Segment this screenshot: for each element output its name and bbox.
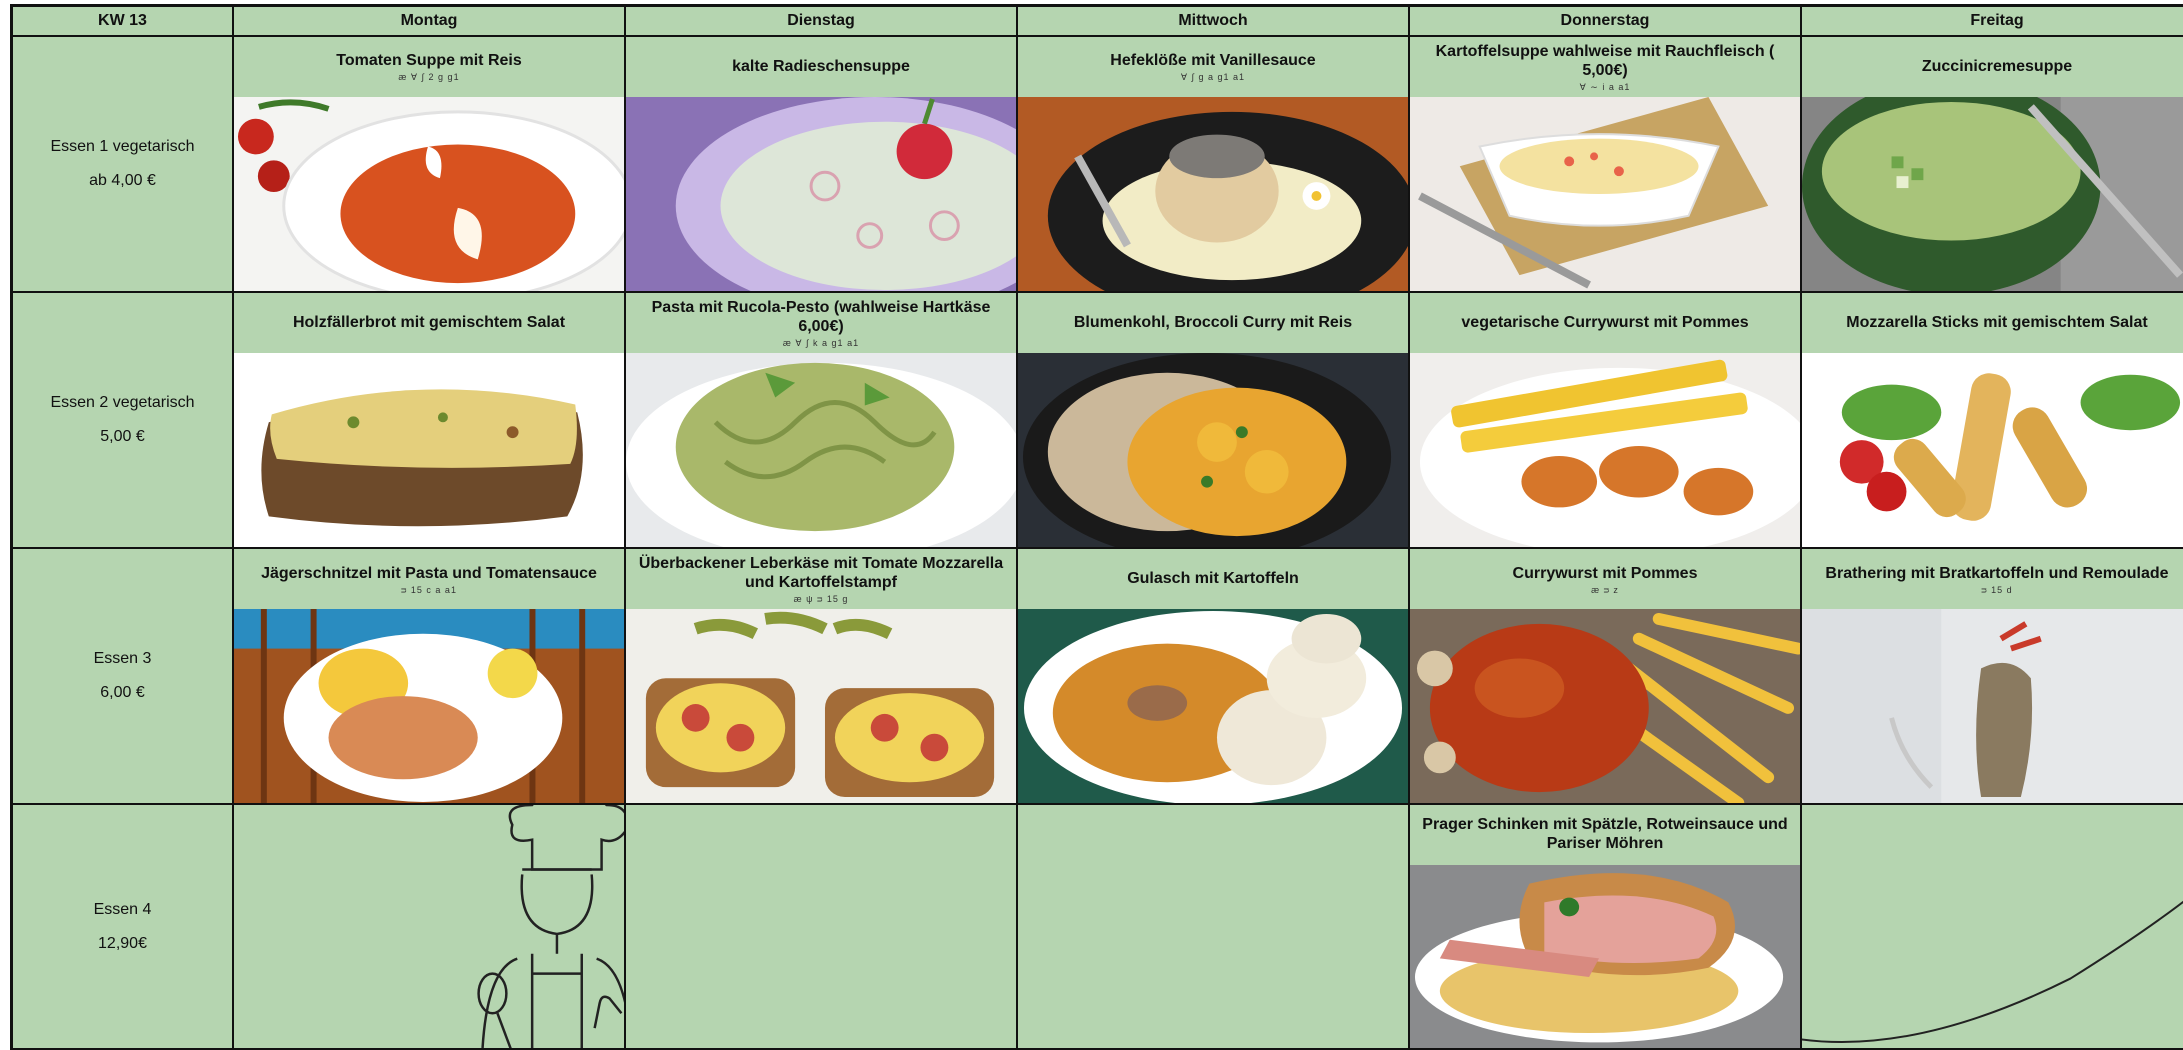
goulash-photo bbox=[1018, 609, 1408, 803]
decorative-line bbox=[1802, 805, 2183, 1048]
dish-cell bbox=[1410, 37, 1802, 293]
dish-name: Zuccinicremesuppe bbox=[1921, 57, 2073, 75]
dish-allergens: ᴝ 15 c a a1 bbox=[401, 584, 457, 595]
dish-cell bbox=[1410, 805, 1802, 1050]
row-label-price: 6,00 € bbox=[100, 684, 145, 701]
chef-illustration bbox=[234, 805, 624, 1048]
dish-cell bbox=[1802, 549, 2183, 805]
dish-name: Brathering mit Bratkartoffeln und Remoulade bbox=[1825, 564, 2169, 582]
dish-name: Hefeklöße mit Vanillesauce bbox=[1110, 52, 1316, 69]
dish-name: Jägerschnitzel mit Pasta und Tomatensauce bbox=[261, 564, 597, 582]
dish-cell bbox=[626, 549, 1018, 805]
potato-soup-photo bbox=[1410, 97, 1800, 291]
currywurst-photo bbox=[1410, 609, 1800, 803]
dish-name: Mozzarella Sticks mit gemischtem Salat bbox=[1846, 313, 2148, 331]
week-header: KW 13 bbox=[13, 7, 234, 37]
dish-allergens: æ ψ ᴝ 15 g bbox=[793, 594, 849, 604]
row-label-price: ab 4,00 € bbox=[89, 172, 156, 189]
dish-allergens: ∀ ∼ i a a1 bbox=[1579, 81, 1631, 92]
dish-cell bbox=[1410, 549, 1802, 805]
day-header-montag: Montag bbox=[234, 7, 626, 37]
leberkaese-photo bbox=[626, 609, 1016, 803]
dish-name: Tomaten Suppe mit Reis bbox=[336, 52, 522, 69]
veggie-currywurst-photo bbox=[1410, 353, 1800, 547]
dish-allergens: ∀ ∫ g a g1 a1 bbox=[1180, 72, 1246, 82]
prague-ham-photo bbox=[1410, 865, 1800, 1048]
dish-cell bbox=[1802, 37, 2183, 293]
dish-name: Überbackener Leberkäse mit Tomate Mozzarella und Kartoffelstampf bbox=[638, 555, 1004, 591]
pesto-pasta-photo bbox=[626, 353, 1016, 547]
lumberjack-bread-photo bbox=[234, 353, 624, 547]
day-header-freitag: Freitag bbox=[1802, 7, 2183, 37]
dish-cell bbox=[626, 293, 1018, 549]
dish-cell bbox=[1018, 549, 1410, 805]
dish-name: Holzfällerbrot mit gemischtem Salat bbox=[292, 313, 566, 331]
dish-cell bbox=[626, 37, 1018, 293]
day-header-mittwoch: Mittwoch bbox=[1018, 7, 1410, 37]
dish-name: Blumenkohl, Broccoli Curry mit Reis bbox=[1073, 313, 1353, 331]
yeast-dumpling-photo bbox=[1018, 97, 1408, 291]
dish-cell bbox=[234, 549, 626, 805]
row-label-price: 5,00 € bbox=[100, 428, 145, 445]
dish-name: Pasta mit Rucola-Pesto (wahlweise Hartkäse 6,00€) bbox=[651, 298, 991, 335]
dish-cell bbox=[234, 37, 626, 293]
schnitzel-photo bbox=[234, 609, 624, 803]
row-label-price: 12,90€ bbox=[98, 934, 147, 952]
empty-cell bbox=[626, 805, 1018, 1050]
dish-name: Currywurst mit Pommes bbox=[1512, 564, 1698, 582]
dish-cell bbox=[1802, 293, 2183, 549]
mozzarella-sticks-photo bbox=[1802, 353, 2183, 547]
row-label-essen-4 bbox=[13, 805, 234, 1050]
dish-allergens: ᴝ 15 d bbox=[1981, 584, 2013, 595]
dish-allergens: æ ∀ ∫ 2 g g1 bbox=[398, 72, 460, 82]
radish-soup-photo bbox=[626, 97, 1016, 291]
dish-cell bbox=[1018, 37, 1410, 293]
row-label-essen-3 bbox=[13, 549, 234, 805]
dish-allergens: æ ∀ ∫ k a g1 a1 bbox=[782, 337, 860, 348]
row-label-name: Essen 4 bbox=[93, 900, 152, 918]
dish-name: kalte Radieschensuppe bbox=[732, 57, 910, 75]
row-label-name: Essen 1 vegetarisch bbox=[50, 138, 195, 155]
row-label-name: Essen 2 vegetarisch bbox=[50, 394, 195, 411]
dish-name: Kartoffelsuppe wahlweise mit Rauchfleisch ( 5,00€) bbox=[1435, 42, 1775, 79]
dish-allergens: æ ᴝ z bbox=[1591, 584, 1619, 595]
weekly-menu-table bbox=[10, 4, 2183, 1050]
row-label-name: Essen 3 bbox=[93, 650, 152, 667]
dish-name: vegetarische Currywurst mit Pommes bbox=[1461, 313, 1749, 331]
dish-name: Prager Schinken mit Spätzle, Rotweinsauce und Pariser Möhren bbox=[1422, 816, 1788, 852]
dish-cell bbox=[1018, 293, 1410, 549]
tomato-soup-photo bbox=[234, 97, 624, 291]
day-header-dienstag: Dienstag bbox=[626, 7, 1018, 37]
dish-name: Gulasch mit Kartoffeln bbox=[1127, 569, 1299, 587]
empty-cell bbox=[1018, 805, 1410, 1050]
zucchini-soup-photo bbox=[1802, 97, 2183, 291]
empty-cell bbox=[234, 805, 626, 1050]
row-label-essen-2 bbox=[13, 293, 234, 549]
empty-cell bbox=[1802, 805, 2183, 1050]
cauliflower-curry-photo bbox=[1018, 353, 1408, 547]
fried-herring-photo bbox=[1802, 609, 2183, 803]
row-label-essen-1 bbox=[13, 37, 234, 293]
day-header-donnerstag: Donnerstag bbox=[1410, 7, 1802, 37]
dish-cell bbox=[1410, 293, 1802, 549]
dish-cell bbox=[234, 293, 626, 549]
